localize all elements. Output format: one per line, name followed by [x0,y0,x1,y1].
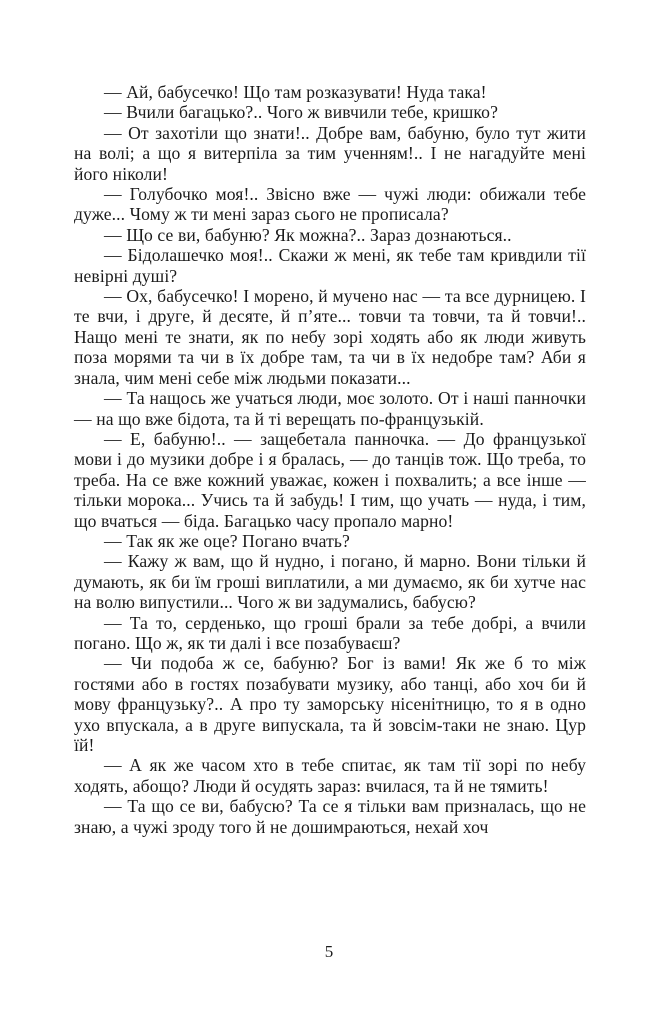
paragraph: — Та то, серденько, що гроші брали за тебе добрі, а вчили погано. Що ж, як ти далі і все позабуваєш? [74,612,586,653]
paragraph: — Ай, бабусечко! Що там розказувати! Нуда така! [104,82,487,102]
page-number: 5 [324,942,334,961]
text-block [74,82,586,837]
paragraph: — Бідолашечко моя!.. Скажи ж мені, як тебе там кривдили тії невірні душі? [74,245,586,286]
paragraph: — Голубочко моя!.. Звісно вже — чужі люди: обижали тебе дуже... Чому ж ти мені зараз сього не прописала? [74,184,586,225]
paragraph: — А як же часом хто в тебе спитає, як там тії зорі по небу ходять, абощо? Люди й осудять зараз: вчилася, та й не тямить! [74,755,586,796]
paragraph: — Кажу ж вам, що й нудно, і погано, й марно. Вони тільки й думають, як би їм гроші виплатили, а ми думаємо, як би хутче нас на волю випустили... Чого ж ви задумались, бабусю? [74,551,586,613]
paragraph: — Та що се ви, бабусю? Та се я тільки вам призналась, що не знаю, а чужі зроду того й не дошимраються, нехай хоч [74,796,586,837]
paragraph: — Ох, бабусечко! І морено, й мучено нас — та все дурницею. І те вчи, і друге, й десяте, й п’яте... товчи та товчи, та й товчи!.. Нащо мені те знати, як по небу зорі ходять або як люди живуть поза морями та чи в їх добре там, та чи в їх недобре там? Аби я знала, чим мені себе між людьми показати... [74,286,586,388]
paragraph: — Е, бабуню!.. — защебетала панночка. — До французької мови і до музики добре і я бралась, — до танців тож. Що треба, то треба. На се вже кожний уважає, кожен і похвалить; а все інше — тільки морока... Учись та й забудь! І тим, що учать — нуда, і тим, що вчаться — біда. Багацько часу пропало марно! [74,428,586,531]
paragraph: — Чи подоба ж се, бабуню? Бог із вами! Як же б то між гостями або в гостях позабувати музику, або танці, або хоч би й мову французьку?.. А про ту заморську нісенітницю, то я в одно ухо впускала, а в друге випускала, та й зовсім-таки не знаю. Цур їй! [74,653,586,755]
paragraph: — Та нащось же учаться люди, моє золото. От і наші панночки — на що вже бідота, та й ті верещать по-французькій. [74,388,586,429]
paragraph: — От захотіли що знати!.. Добре вам, бабуню, було тут жити на волі; а що я витерпіла за тим ученням!.. І не нагадуйте мені його ніколи! [74,122,586,184]
paragraph: — Так як же оце? Погано вчать? [104,530,350,551]
paragraph: — Що се ви, бабуню? Як можна?.. Зараз дознаються.. [104,224,512,245]
paragraph: — Вчили багацько?.. Чого ж вивчили тебе, кришко? [104,102,498,123]
